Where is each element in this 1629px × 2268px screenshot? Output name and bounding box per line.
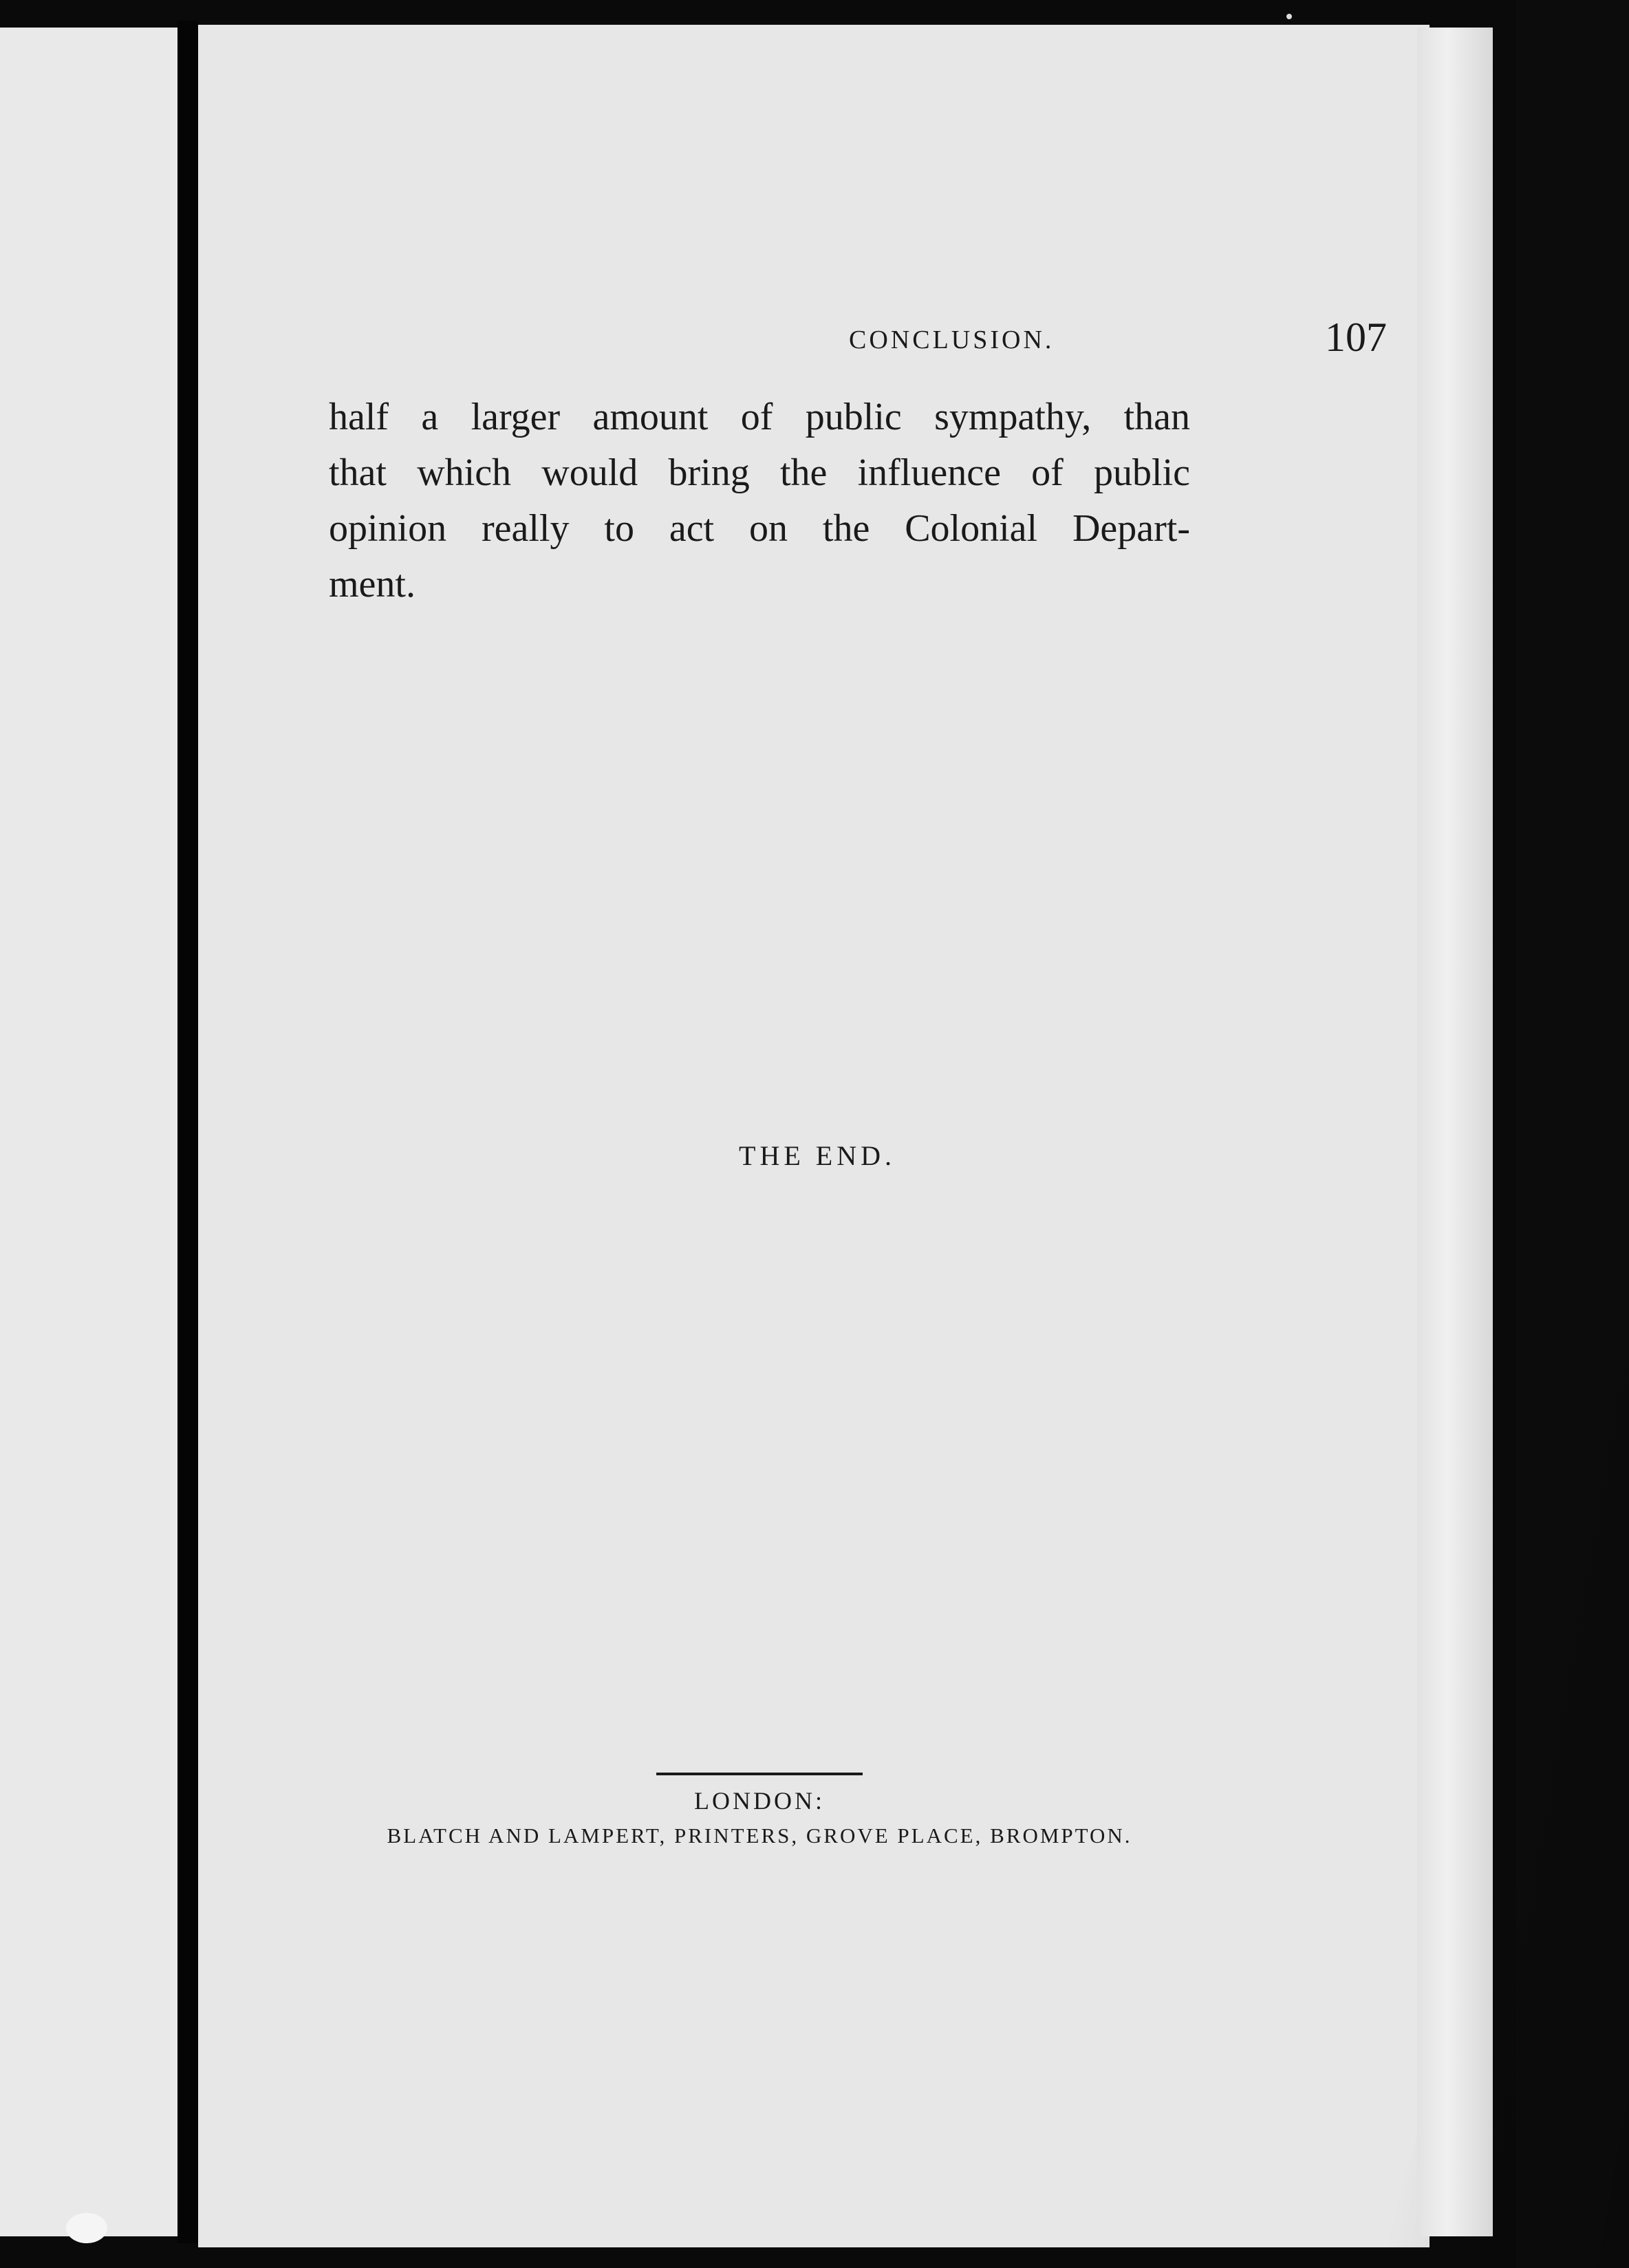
imprint-city: LONDON:: [694, 1787, 825, 1815]
left-facing-page: [0, 28, 177, 2236]
body-line: opinion really to act on the Colonial Depart-: [329, 507, 1190, 550]
paper-speck: [1286, 14, 1292, 19]
the-end: THE END.: [739, 1140, 896, 1171]
binding-gutter: [177, 21, 198, 2243]
body-line: that which would bring the influence of public: [329, 451, 1190, 494]
running-title: CONCLUSION.: [849, 325, 1055, 354]
main-page: [198, 25, 1430, 2247]
printer-imprint: [329, 1773, 1190, 1855]
imprint-printer: BLATCH AND LAMPERT, PRINTERS, GROVE PLACE, BROMPTON.: [387, 1823, 1132, 1848]
page-edge: [1417, 28, 1493, 2236]
body-text: [329, 389, 1190, 612]
imprint-rule: [656, 1773, 863, 1775]
page-number: 107: [1325, 314, 1387, 360]
running-head: [649, 314, 1392, 362]
body-line: ment.: [329, 563, 416, 606]
paper-speck: [66, 2213, 107, 2243]
body-line: half a larger amount of public sympathy, than: [329, 396, 1190, 438]
